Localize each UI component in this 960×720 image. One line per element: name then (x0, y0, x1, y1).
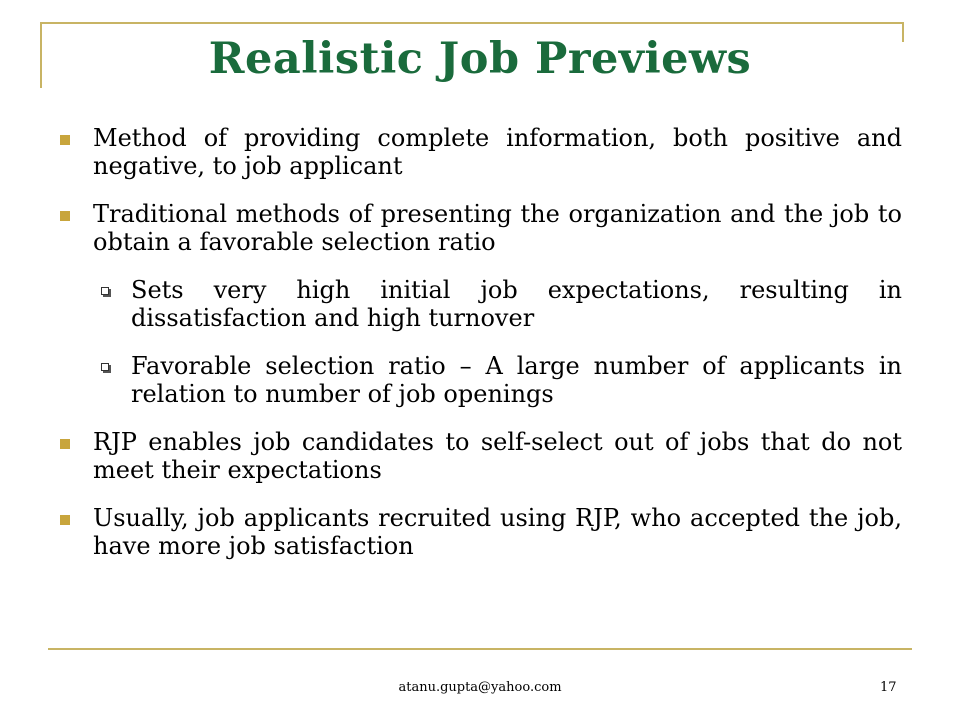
filled-square-bullet-icon (60, 211, 70, 221)
list-item (60, 124, 902, 180)
page-number: 17 (880, 680, 897, 695)
bullet-list (60, 124, 902, 580)
slide-title: Realistic Job Previews (208, 34, 752, 84)
frame-bottom-line (48, 648, 912, 650)
frame-top-line (40, 22, 904, 24)
footer-email: atanu.gupta@yahoo.com (398, 680, 562, 695)
list-item (60, 428, 902, 484)
sub-list-item (60, 352, 902, 408)
sub-list-item (60, 276, 902, 332)
sub-list-item-text: Favorable selection ratio – A large number of applicants in relation to number of job openings (131, 352, 902, 408)
shadowed-box-bullet-icon (101, 287, 109, 295)
filled-square-bullet-icon (60, 515, 70, 525)
filled-square-bullet-icon (60, 439, 70, 449)
filled-square-bullet-icon (60, 135, 70, 145)
list-item-text: RJP enables job candidates to self-select out of jobs that do not meet their expectations (93, 428, 902, 484)
list-item-text: Usually, job applicants recruited using RJP, who accepted the job, have more job satisfaction (93, 504, 902, 560)
sub-list-item-text: Sets very high initial job expectations, resulting in dissatisfaction and high turnover (131, 276, 902, 332)
list-item (60, 200, 902, 256)
shadowed-box-bullet-icon (101, 363, 109, 371)
list-item-text: Method of providing complete information, both positive and negative, to job applicant (93, 124, 902, 180)
list-item-text: Traditional methods of presenting the organization and the job to obtain a favorable selection ratio (93, 200, 902, 256)
list-item (60, 504, 902, 560)
